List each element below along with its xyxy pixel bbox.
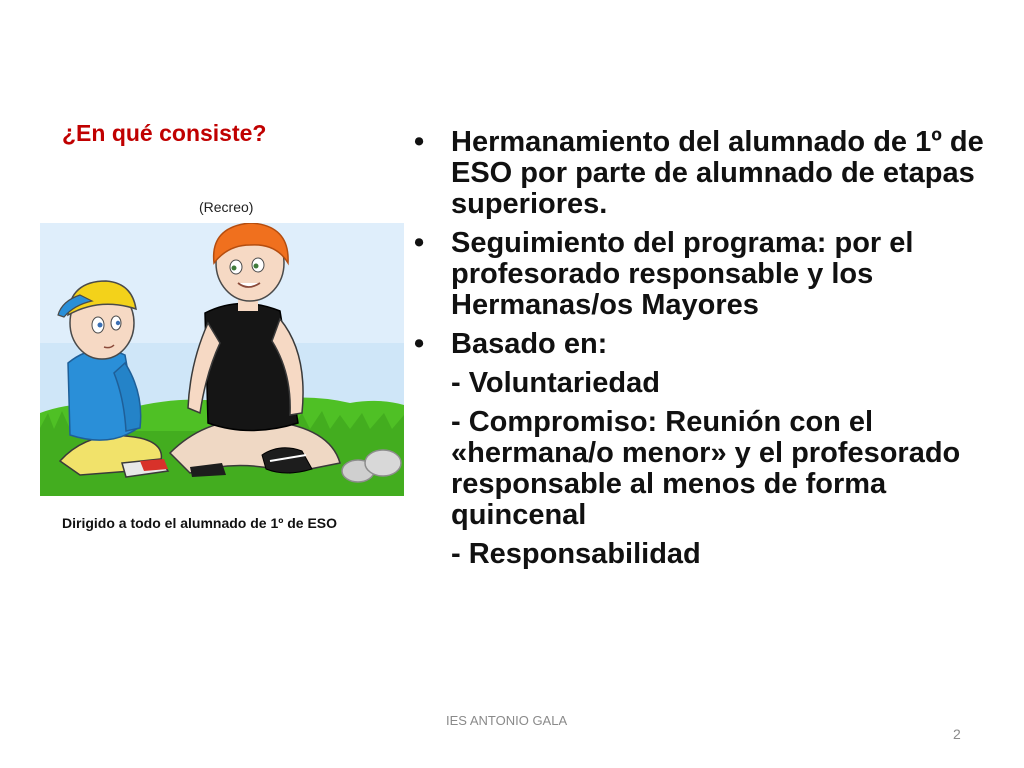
footer-school-name: IES ANTONIO GALA — [446, 713, 568, 728]
bullet-item: • Seguimiento del programa: por el profesorado responsable y los Hermanas/os Mayores — [410, 228, 990, 321]
sub-item: - Voluntariedad — [451, 367, 660, 399]
image-caption: (Recreo) — [199, 199, 254, 215]
bullet-list — [410, 127, 990, 578]
sub-item: - Compromiso: Reunión con el «hermana/o menor» y el profesorado responsable al menos de forma quincenal — [451, 406, 961, 531]
page-number: 2 — [953, 726, 961, 742]
sub-item: - Responsabilidad — [451, 538, 701, 570]
section-title: ¿En qué consiste? — [62, 120, 267, 146]
recess-illustration — [40, 223, 404, 496]
bullet-item: • Basado en: — [410, 329, 990, 360]
target-audience-note: Dirigido a todo el alumnado de 1º de ESO — [62, 515, 338, 531]
bullet-item: • Hermanamiento del alumnado de 1º de ESO por parte de alumnado de etapas superiores. — [410, 127, 990, 220]
